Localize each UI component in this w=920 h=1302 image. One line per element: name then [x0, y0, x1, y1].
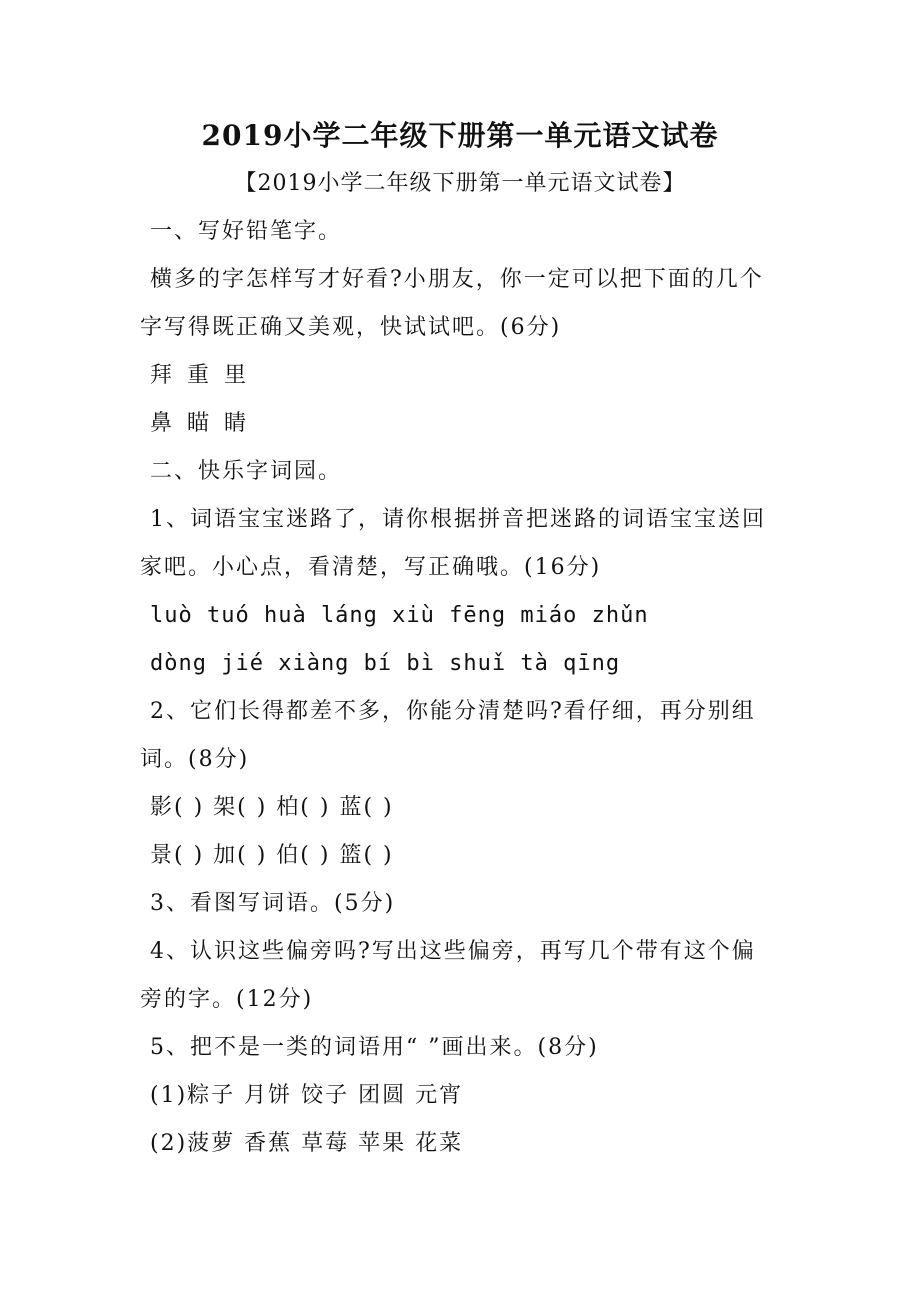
question-text: 字写得既正确又美观，快试试吧。(6分) [140, 315, 562, 340]
question-text: 1、词语宝宝迷路了，请你根据拼音把迷路的词语宝宝送回 [150, 507, 766, 532]
document-title: 2019小学二年级下册第一单元语文试卷 [201, 119, 719, 152]
question-text: 家吧。小心点，看清楚，写正确哦。(16分) [140, 555, 602, 580]
character-row: 拜 重 里 [150, 363, 250, 388]
question-text: 2、它们长得都差不多，你能分清楚吗?看仔细，再分别组 [150, 699, 756, 724]
question-text: 词。(8分) [140, 747, 250, 772]
section-heading: 二、快乐字词园。 [150, 459, 343, 484]
question-text: 横多的字怎样写才好看?小朋友，你一定可以把下面的几个 [150, 267, 764, 292]
question-text: 5、把不是一类的词语用“ ”画出来。(8分) [150, 1035, 599, 1060]
pinyin-row: dòng jié xiàng bí bì shuǐ tà qīng [150, 651, 621, 676]
question-text: 旁的字。(12分) [140, 987, 314, 1012]
word-list-row: (1)粽子 月饼 饺子 团圆 元宵 [150, 1083, 464, 1108]
pinyin-row: luò tuó huà láng xiù fēng miáo zhǔn [150, 603, 649, 628]
word-list-row: (2)菠萝 香蕉 草莓 苹果 花菜 [150, 1131, 464, 1156]
character-row: 鼻 瞄 睛 [150, 411, 250, 436]
question-text: 4、认识这些偏旁吗?写出这些偏旁，再写几个带有这个偏 [150, 939, 756, 964]
section-heading: 一、写好铅笔字。 [150, 219, 343, 244]
question-text: 3、看图写词语。(5分) [150, 891, 396, 916]
word-group-row: 景( ) 加( ) 伯( ) 篮( ) [150, 843, 394, 868]
document-subtitle: 【2019小学二年级下册第一单元语文试卷】 [234, 171, 686, 196]
word-group-row: 影( ) 架( ) 柏( ) 蓝( ) [150, 795, 394, 820]
